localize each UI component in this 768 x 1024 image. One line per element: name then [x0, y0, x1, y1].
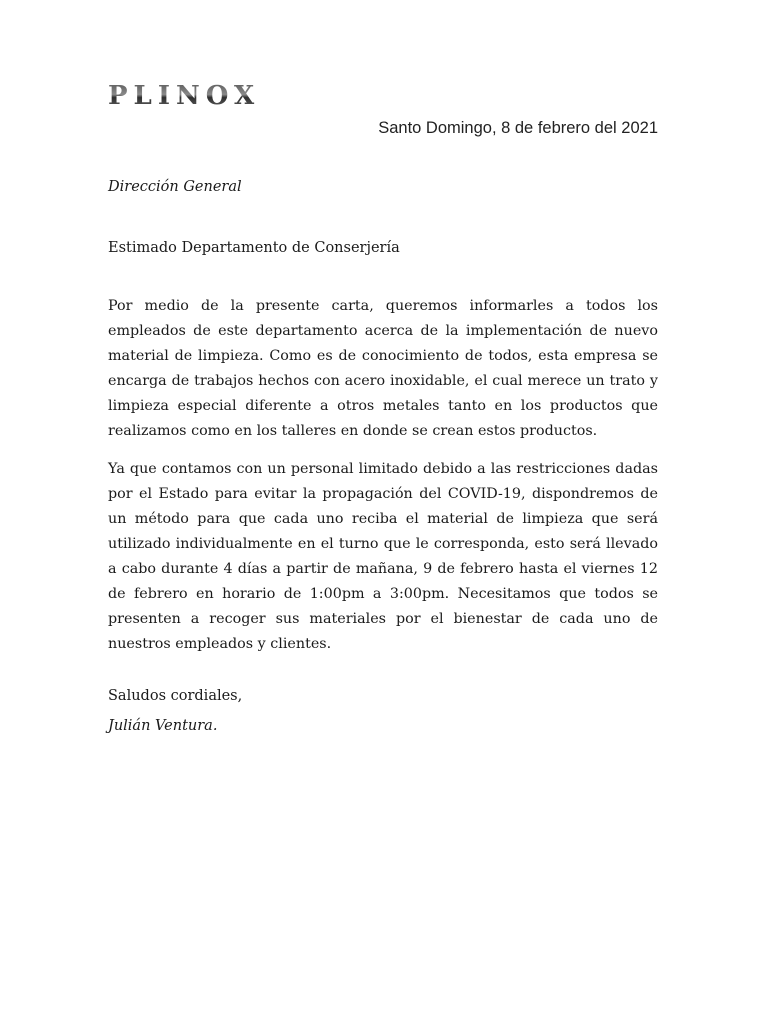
recipient-department: Dirección General — [108, 179, 242, 195]
company-logo: PLINOX — [108, 81, 261, 111]
body-paragraph-2: Ya que contamos con un personal limitado debido a las restricciones dadas por el Estado para evitar la propagación del COVID-19, dispondremos de un método para que cada uno reciba el material de limpieza que será utilizado individualmente en el turno que le corresponda, esto será llevado a cabo durante 4 días a partir de mañana, 9 de febrero hasta el viernes 12 de febrero en horario de 1:00pm a 3:00pm. Necesitamos que todos se presenten a recoger sus materiales por el bienestar de cada uno de nuestros empleados y clientes. — [108, 461, 658, 652]
closing: Saludos cordiales, — [108, 688, 243, 704]
signature: Julián Ventura. — [108, 718, 218, 734]
letter-date: Santo Domingo, 8 de febrero del 2021 — [378, 119, 658, 137]
salutation: Estimado Departamento de Conserjería — [108, 240, 400, 256]
body-paragraph-1: Por medio de la presente carta, queremos informarles a todos los empleados de este departamento acerca de la implementación de nuevo material de limpieza. Como es de conocimiento de todos, esta empresa se encarga de trabajos hechos con acero inoxidable, el cual merece un trato y limpieza especial diferente a otros metales tanto en los productos que realizamos como en los talleres en donde se crean estos productos. — [108, 298, 658, 439]
